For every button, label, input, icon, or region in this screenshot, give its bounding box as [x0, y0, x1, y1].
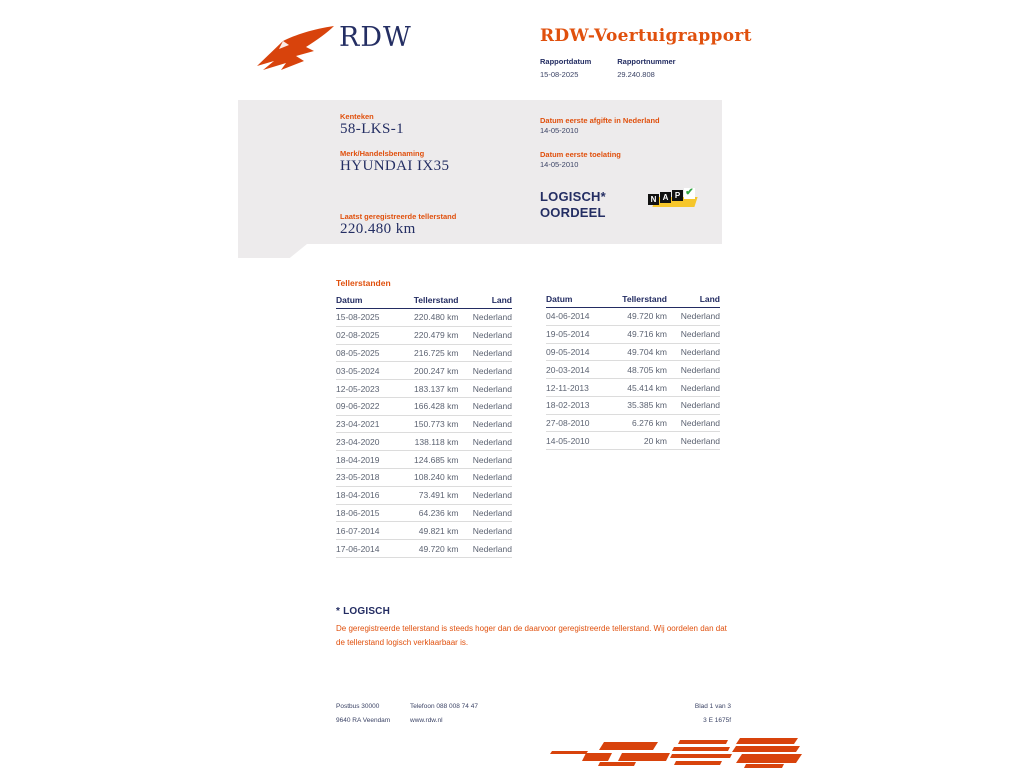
oordeel-line1: LOGISCH*	[540, 189, 606, 204]
header-datum: Datum	[336, 293, 399, 309]
kenteken-value: 58-LKS-1	[340, 121, 405, 137]
report-number-value: 29.240.808	[617, 70, 655, 79]
country-cell: Nederland	[464, 451, 512, 469]
date-cell: 18-02-2013	[546, 396, 609, 414]
document-title: RDW-Voertuigrapport	[540, 26, 752, 46]
country-cell: Nederland	[464, 309, 512, 327]
afgifte-label: Datum eerste afgifte in Nederland	[540, 116, 660, 125]
header-land: Land	[464, 293, 512, 309]
table-row	[336, 344, 512, 362]
date-cell: 27-08-2010	[546, 414, 609, 432]
date-cell: 16-07-2014	[336, 522, 399, 540]
country-cell: Nederland	[673, 308, 720, 326]
toelating-label: Datum eerste toelating	[540, 150, 621, 159]
date-cell: 14-05-2010	[546, 432, 609, 450]
table-row	[336, 451, 512, 469]
odometer-table-right	[546, 292, 720, 450]
table-row	[336, 380, 512, 398]
table-row	[336, 415, 512, 433]
country-cell: Nederland	[464, 344, 512, 362]
country-cell: Nederland	[464, 326, 512, 344]
country-cell: Nederland	[464, 397, 512, 415]
rdw-bird-logo-icon	[255, 25, 335, 71]
date-cell: 18-04-2019	[336, 451, 399, 469]
country-cell: Nederland	[673, 432, 720, 450]
odometer-cell: 49.720 km	[609, 308, 673, 326]
table-row	[546, 361, 720, 379]
date-cell: 15-08-2025	[336, 309, 399, 327]
table-row	[336, 522, 512, 540]
table-row	[336, 326, 512, 344]
footer-city: 9640 RA Veendam	[336, 717, 391, 724]
date-cell: 04-06-2014	[546, 308, 609, 326]
odometer-cell: 138.118 km	[399, 433, 464, 451]
tellerstanden-right-table	[546, 292, 720, 450]
odometer-cell: 150.773 km	[399, 415, 464, 433]
header-datum: Datum	[546, 292, 609, 308]
header-land: Land	[673, 292, 720, 308]
odometer-cell: 48.705 km	[609, 361, 673, 379]
date-cell: 02-08-2025	[336, 326, 399, 344]
country-cell: Nederland	[464, 415, 512, 433]
date-cell: 23-04-2021	[336, 415, 399, 433]
odometer-cell: 200.247 km	[399, 362, 464, 380]
country-cell: Nederland	[464, 433, 512, 451]
odometer-cell: 49.716 km	[609, 325, 673, 343]
country-cell: Nederland	[464, 486, 512, 504]
odometer-cell: 220.479 km	[399, 326, 464, 344]
date-cell: 09-05-2014	[546, 343, 609, 361]
toelating-value: 14-05-2010	[540, 160, 579, 169]
table-header-row	[546, 292, 720, 308]
footer-phone: Telefoon 088 008 74 47	[410, 703, 478, 710]
table-row	[546, 343, 720, 361]
country-cell: Nederland	[464, 540, 512, 558]
date-cell: 18-04-2016	[336, 486, 399, 504]
table-row	[336, 309, 512, 327]
footer-postbus: Postbus 30000	[336, 703, 380, 710]
oordeel-text	[540, 189, 606, 221]
date-cell: 19-05-2014	[546, 325, 609, 343]
country-cell: Nederland	[464, 362, 512, 380]
nap-checkmark-icon: ✔	[685, 187, 694, 198]
table-row	[546, 308, 720, 326]
odometer-cell: 49.704 km	[609, 343, 673, 361]
odometer-cell: 124.685 km	[399, 451, 464, 469]
report-date-label: Rapportdatum	[540, 57, 592, 66]
odometer-cell: 183.137 km	[399, 380, 464, 398]
nap-letter-p: P	[672, 190, 683, 201]
header-tellerstand: Tellerstand	[609, 292, 673, 308]
report-meta	[540, 57, 676, 79]
country-cell: Nederland	[464, 469, 512, 487]
afgifte-value: 14-05-2010	[540, 126, 579, 135]
country-cell: Nederland	[673, 343, 720, 361]
rdw-stripes-graphic-icon	[540, 735, 804, 768]
date-cell: 12-05-2023	[336, 380, 399, 398]
footnote-body: De geregistreerde tellerstand is steeds hoger dan de daarvoor geregistreerde tellerstand. Wij oordelen dan dat de tellerstand logisch verklaarbaar is.	[336, 624, 727, 647]
date-cell: 09-06-2022	[336, 397, 399, 415]
nap-letter-a: A	[660, 192, 671, 203]
date-cell: 17-06-2014	[336, 540, 399, 558]
country-cell: Nederland	[673, 379, 720, 397]
table-row	[336, 540, 512, 558]
header-tellerstand: Tellerstand	[399, 293, 464, 309]
report-number-label: Rapportnummer	[617, 57, 676, 66]
odometer-cell: 166.428 km	[399, 397, 464, 415]
report-number-block	[617, 57, 675, 79]
report-date-block	[540, 57, 591, 79]
laatste-tellerstand-value: 220.480 km	[340, 221, 416, 237]
tellerstanden-left-table	[336, 278, 512, 558]
date-cell: 12-11-2013	[546, 379, 609, 397]
footer-contact	[410, 700, 478, 728]
date-cell: 08-05-2025	[336, 344, 399, 362]
odometer-cell: 220.480 km	[399, 309, 464, 327]
table-header-row	[336, 293, 512, 309]
footer-form-code: 3 E 1675f	[703, 717, 731, 724]
country-cell: Nederland	[673, 396, 720, 414]
odometer-table-left	[336, 293, 512, 558]
country-cell: Nederland	[673, 361, 720, 379]
table-row	[336, 486, 512, 504]
date-cell: 20-03-2014	[546, 361, 609, 379]
table-row	[336, 469, 512, 487]
laatste-tellerstand-label: Laatst geregistreerde tellerstand	[340, 212, 457, 221]
date-cell: 18-06-2015	[336, 504, 399, 522]
country-cell: Nederland	[464, 504, 512, 522]
odometer-cell: 6.276 km	[609, 414, 673, 432]
table-row	[546, 379, 720, 397]
odometer-cell: 49.821 km	[399, 522, 464, 540]
footer-website[interactable]: www.rdw.nl	[410, 717, 443, 724]
merk-label: Merk/Handelsbenaming	[340, 149, 425, 158]
table-row	[336, 397, 512, 415]
table-row	[336, 362, 512, 380]
footer-page-info	[630, 700, 731, 728]
kenteken-label: Kenteken	[340, 112, 374, 121]
oordeel-line2: OORDEEL	[540, 205, 606, 220]
footer-page-indicator: Blad 1 van 3	[694, 703, 731, 710]
odometer-cell: 20 km	[609, 432, 673, 450]
tellerstanden-title: Tellerstanden	[336, 278, 391, 288]
merk-value: HYUNDAI IX35	[340, 158, 450, 174]
table-row	[546, 396, 720, 414]
country-cell: Nederland	[464, 380, 512, 398]
rdw-wordmark: RDW	[339, 22, 412, 53]
odometer-cell: 108.240 km	[399, 469, 464, 487]
table-row	[336, 433, 512, 451]
odometer-cell: 49.720 km	[399, 540, 464, 558]
odometer-cell: 45.414 km	[609, 379, 673, 397]
date-cell: 23-04-2020	[336, 433, 399, 451]
odometer-cell: 35.385 km	[609, 396, 673, 414]
table-row	[336, 504, 512, 522]
table-row	[546, 414, 720, 432]
panel-tail-shape	[238, 244, 307, 258]
country-cell: Nederland	[464, 522, 512, 540]
odometer-cell: 73.491 km	[399, 486, 464, 504]
nap-logo	[648, 186, 698, 212]
country-cell: Nederland	[673, 414, 720, 432]
footnote-title: * LOGISCH	[336, 606, 391, 617]
date-cell: 23-05-2018	[336, 469, 399, 487]
report-date-value: 15-08-2025	[540, 70, 579, 79]
nap-letter-n: N	[648, 194, 659, 205]
footer-address	[336, 700, 390, 728]
country-cell: Nederland	[673, 325, 720, 343]
table-row	[546, 325, 720, 343]
date-cell: 03-05-2024	[336, 362, 399, 380]
odometer-cell: 64.236 km	[399, 504, 464, 522]
table-row	[546, 432, 720, 450]
odometer-cell: 216.725 km	[399, 344, 464, 362]
